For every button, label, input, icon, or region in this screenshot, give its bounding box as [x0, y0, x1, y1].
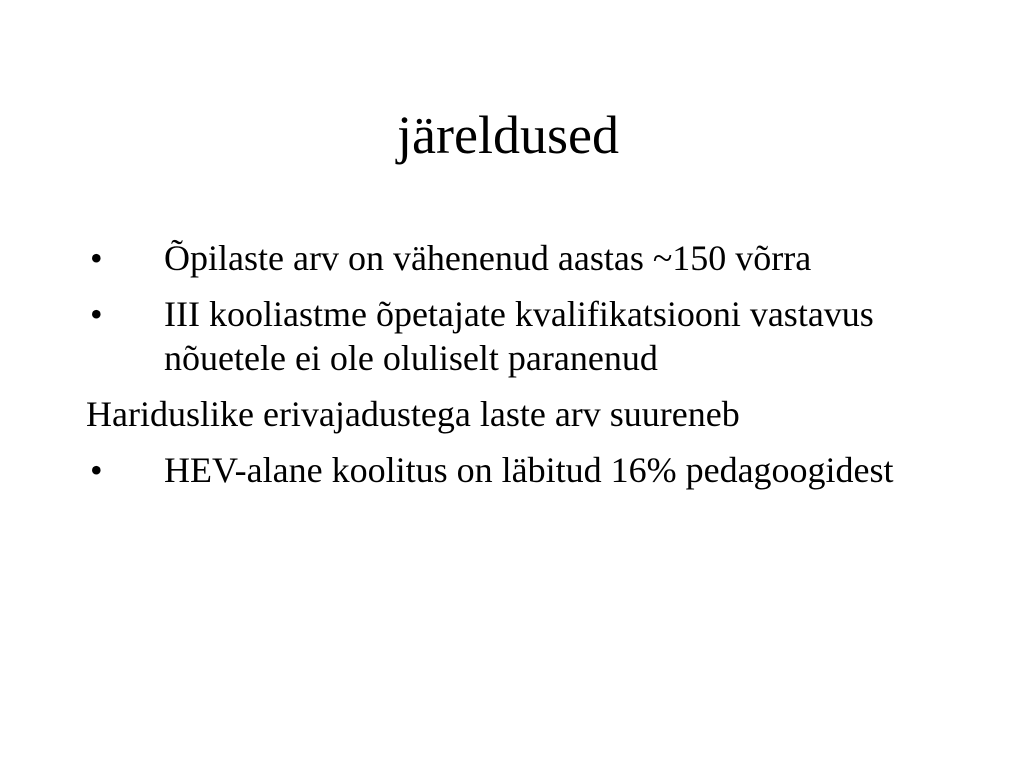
list-item-text: HEV-alane koolitus on läbitud 16% pedagoogidest	[164, 450, 894, 490]
list-item-teacher-qualification	[86, 292, 986, 380]
list-item-student-count	[86, 236, 986, 280]
bullet-icon: •	[90, 238, 103, 278]
bullet-icon: •	[90, 294, 103, 334]
list-item-text: Õpilaste arv on vähenenud aastas ~150 võrra	[164, 238, 812, 278]
slide-content	[86, 236, 986, 504]
list-item-text: Hariduslike erivajadustega laste arv suureneb	[86, 394, 740, 434]
list-item-hev-training	[86, 448, 986, 492]
bullet-icon: •	[90, 450, 103, 490]
list-item-special-needs	[86, 392, 986, 436]
slide-title: järeldused	[397, 105, 619, 165]
list-item-text: III kooliastme õpetajate kvalifikatsiooni vastavus nõuetele ei ole oluliselt paranenud	[164, 294, 874, 378]
